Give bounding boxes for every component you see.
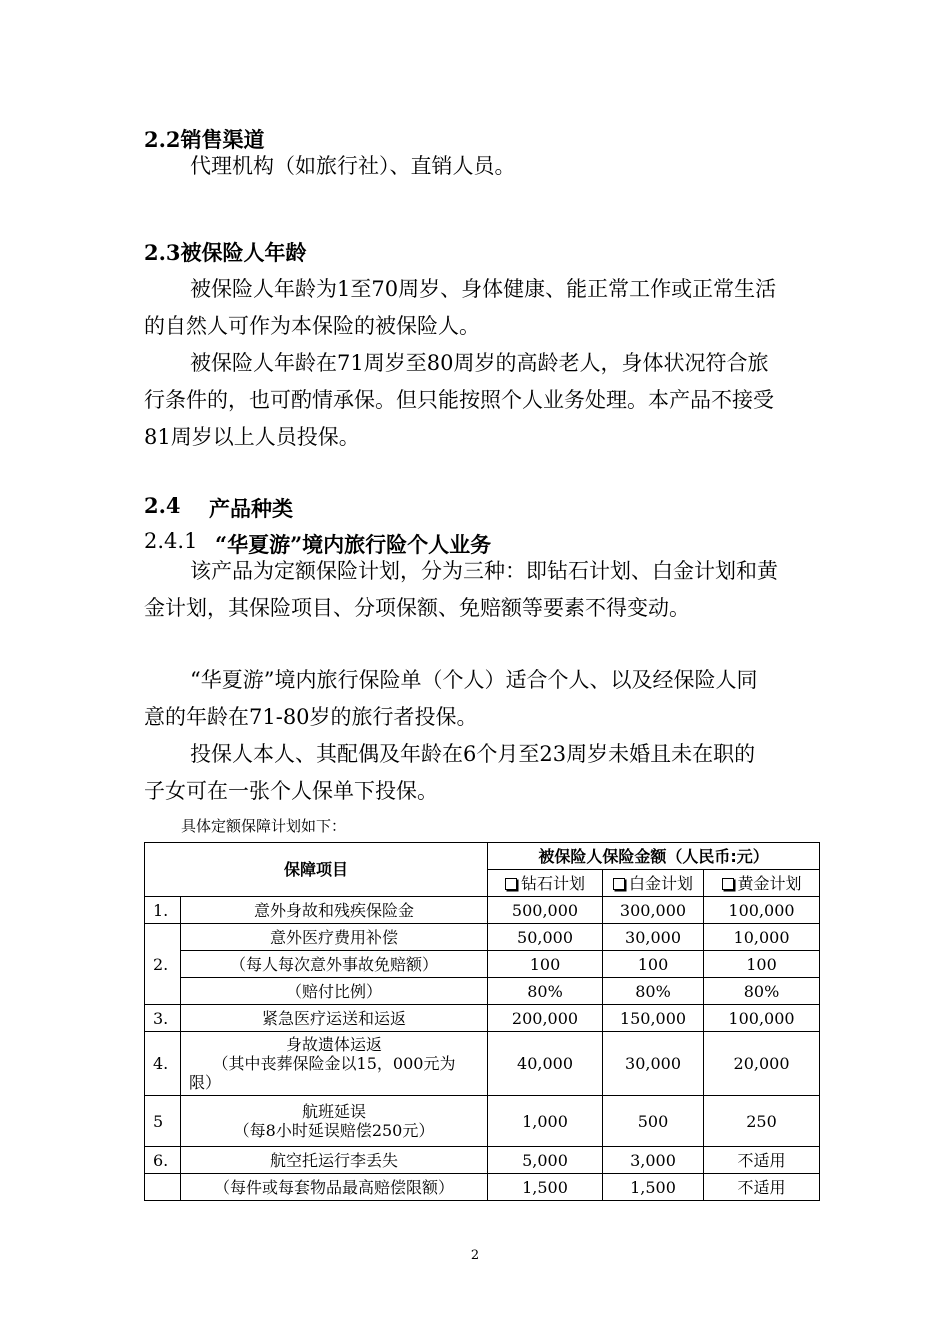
checkbox-icon [505, 878, 517, 890]
table-row [145, 1032, 820, 1096]
table-row [145, 1174, 820, 1201]
row-value: 500 [603, 1096, 704, 1147]
row-item: 意外身故和残疾保险金 [181, 897, 488, 924]
plan-gold: 黄金计划 [704, 870, 820, 897]
row-value: 80% [603, 978, 704, 1005]
row-value: 100 [704, 951, 820, 978]
paragraph-line: 子女可在一张个人保单下投保。 [144, 779, 438, 803]
paragraph-line: 被保险人年龄为1至70周岁、身体健康、能正常工作或正常生活 [190, 277, 777, 301]
row-value: 40,000 [488, 1032, 603, 1096]
row-value: 不适用 [704, 1147, 820, 1174]
subsection-2-4-1-title: “华夏游”境内旅行险个人业务 [215, 532, 492, 557]
row-value: 1,500 [488, 1174, 603, 1201]
row-item: （每件或每套物品最高赔偿限额） [181, 1174, 488, 1201]
paragraph-line: 行条件的，也可酌情承保。但只能按照个人业务处理。本产品不接受 [144, 388, 774, 412]
row-value: 50,000 [488, 924, 603, 951]
row-value: 500,000 [488, 897, 603, 924]
paragraph-line: “华夏游”境内旅行保险单（个人）适合个人、以及经保险人同 [190, 668, 758, 692]
row-item: 航空托运行李丢失 [181, 1147, 488, 1174]
row-value: 80% [704, 978, 820, 1005]
row-value: 3,000 [603, 1147, 704, 1174]
row-number: 5 [145, 1096, 181, 1147]
table-row [145, 924, 820, 951]
paragraph-line: 意的年龄在71-80岁的旅行者投保。 [144, 705, 478, 729]
subsection-2-4-1-number: 2.4.1 [144, 529, 198, 553]
plan-platinum: 白金计划 [603, 870, 704, 897]
row-value: 200,000 [488, 1005, 603, 1032]
row-number: 6. [145, 1147, 181, 1174]
row-value: 不适用 [704, 1174, 820, 1201]
section-2-4-number: 2.4 [144, 493, 181, 518]
section-2-4-title: 产品种类 [209, 496, 293, 521]
row-value: 10,000 [704, 924, 820, 951]
paragraph-line: 的自然人可作为本保险的被保险人。 [144, 314, 480, 338]
row-number [145, 1174, 181, 1201]
row-item: 紧急医疗运送和运返 [181, 1005, 488, 1032]
row-value: 5,000 [488, 1147, 603, 1174]
row-number: 2. [145, 924, 181, 1005]
row-value: 300,000 [603, 897, 704, 924]
row-value: 150,000 [603, 1005, 704, 1032]
header-amount: 被保险人保险金额（人民币:元） [488, 843, 820, 870]
paragraph-line: 金计划，其保险项目、分项保额、免赔额等要素不得变动。 [144, 596, 690, 620]
row-item: （每人每次意外事故免赔额） [181, 951, 488, 978]
checkbox-icon [613, 878, 625, 890]
checkbox-icon [722, 878, 734, 890]
paragraph-line: 被保险人年龄在71周岁至80周岁的高龄老人，身体状况符合旅 [190, 351, 769, 375]
section-2-3-title: 2.3被保险人年龄 [144, 240, 307, 265]
row-value: 100,000 [704, 1005, 820, 1032]
table-row [145, 897, 820, 924]
table-row [145, 1096, 820, 1147]
row-number: 1. [145, 897, 181, 924]
row-value: 30,000 [603, 924, 704, 951]
row-value: 80% [488, 978, 603, 1005]
table-row [145, 978, 820, 1005]
table-header-row [145, 843, 820, 870]
row-item: 身故遗体运返 （其中丧葬保险金以15，000元为 限） [181, 1032, 488, 1096]
row-value: 30,000 [603, 1032, 704, 1096]
row-value: 100,000 [704, 897, 820, 924]
row-value: 100 [488, 951, 603, 978]
row-value: 250 [704, 1096, 820, 1147]
paragraph-line: 81周岁以上人员投保。 [144, 425, 360, 449]
paragraph-line: 该产品为定额保险计划，分为三种：即钻石计划、白金计划和黄 [190, 559, 778, 583]
paragraph-line: 投保人本人、其配偶及年龄在6个月至23周岁未婚且未在职的 [190, 742, 756, 766]
row-item: 航班延误 （每8小时延误赔偿250元） [181, 1096, 488, 1147]
section-2-2-title: 2.2销售渠道 [144, 127, 265, 152]
header-item: 保障项目 [145, 843, 488, 897]
coverage-table [144, 842, 820, 1201]
table-row [145, 951, 820, 978]
row-value: 20,000 [704, 1032, 820, 1096]
row-item: 意外医疗费用补偿 [181, 924, 488, 951]
row-number: 3. [145, 1005, 181, 1032]
table-row [145, 1147, 820, 1174]
row-item: （赔付比例） [181, 978, 488, 1005]
page-number: 2 [470, 1248, 480, 1263]
plan-diamond: 钻石计划 [488, 870, 603, 897]
row-value: 1,500 [603, 1174, 704, 1201]
table-row [145, 1005, 820, 1032]
table-intro: 具体定额保障计划如下： [181, 817, 347, 835]
row-number: 4. [145, 1032, 181, 1096]
row-value: 1,000 [488, 1096, 603, 1147]
section-2-2-body: 代理机构（如旅行社）、直销人员。 [190, 154, 516, 178]
row-value: 100 [603, 951, 704, 978]
